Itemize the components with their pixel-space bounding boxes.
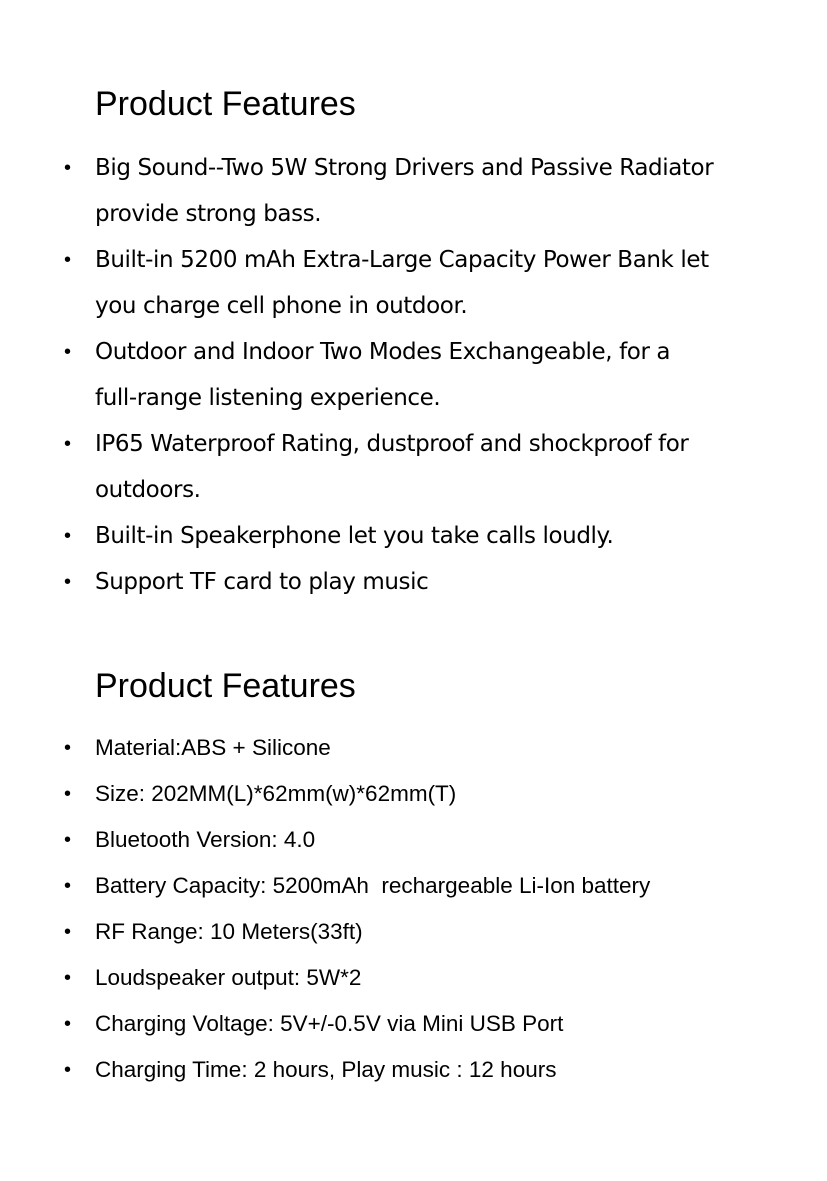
features-section-title: Product Features bbox=[95, 85, 356, 123]
bullet-icon: • bbox=[64, 571, 71, 593]
list-item bbox=[0, 559, 827, 605]
list-item-text: Outdoor and Indoor Two Modes Exchangeable, for a bbox=[95, 339, 671, 365]
list-item-text: IP65 Waterproof Rating, dustproof and shockproof for bbox=[95, 431, 689, 457]
bullet-icon: • bbox=[64, 1059, 72, 1081]
bullet-icon: • bbox=[64, 967, 72, 989]
spec-text: Material:ABS + Silicone bbox=[95, 735, 331, 760]
list-item-text: Big Sound--Two 5W Strong Drivers and Passive Radiator bbox=[95, 155, 714, 181]
bullet-icon: • bbox=[64, 875, 72, 897]
list-item-text: you charge cell phone in outdoor. bbox=[95, 293, 468, 319]
list-item bbox=[0, 1047, 827, 1093]
bullet-icon: • bbox=[64, 433, 71, 455]
list-item bbox=[0, 513, 827, 559]
specs-list bbox=[0, 725, 827, 1093]
list-item bbox=[0, 955, 827, 1001]
bullet-icon: • bbox=[64, 525, 71, 547]
list-item bbox=[0, 863, 827, 909]
list-item bbox=[0, 145, 827, 237]
spec-text: Charging Time: 2 hours, Play music : 12 hours bbox=[95, 1057, 557, 1082]
bullet-icon: • bbox=[64, 341, 71, 363]
spec-text: RF Range: 10 Meters(33ft) bbox=[95, 919, 363, 944]
list-item-text: full-range listening experience. bbox=[95, 385, 441, 411]
list-item-text: Built-in 5200 mAh Extra-Large Capacity Power Bank let bbox=[95, 247, 709, 273]
features-list bbox=[0, 145, 827, 605]
spec-text: Loudspeaker output: 5W*2 bbox=[95, 965, 362, 990]
list-item bbox=[0, 329, 827, 421]
list-item bbox=[0, 1001, 827, 1047]
list-item-text: outdoors. bbox=[95, 477, 201, 503]
list-item bbox=[0, 817, 827, 863]
list-item bbox=[0, 237, 827, 329]
bullet-icon: • bbox=[64, 783, 72, 805]
list-item-text: Support TF card to play music bbox=[95, 569, 429, 595]
spec-text: Charging Voltage: 5V+/-0.5V via Mini USB Port bbox=[95, 1011, 564, 1036]
spec-text: Battery Capacity: 5200mAh rechargeable Li-Ion battery bbox=[95, 873, 651, 898]
list-item-text: Built-in Speakerphone let you take calls loudly. bbox=[95, 523, 614, 549]
list-item bbox=[0, 909, 827, 955]
bullet-icon: • bbox=[64, 737, 72, 759]
list-item bbox=[0, 771, 827, 817]
spec-text: Size: 202MM(L)*62mm(w)*62mm(T) bbox=[95, 781, 457, 806]
spec-text: Bluetooth Version: 4.0 bbox=[95, 827, 316, 852]
bullet-icon: • bbox=[64, 829, 72, 851]
bullet-icon: • bbox=[64, 921, 72, 943]
list-item bbox=[0, 421, 827, 513]
list-item bbox=[0, 725, 827, 771]
list-item-text: provide strong bass. bbox=[95, 201, 322, 227]
specs-section-title: Product Features bbox=[95, 667, 356, 705]
bullet-icon: • bbox=[64, 249, 71, 271]
bullet-icon: • bbox=[64, 1013, 72, 1035]
bullet-icon: • bbox=[64, 157, 71, 179]
